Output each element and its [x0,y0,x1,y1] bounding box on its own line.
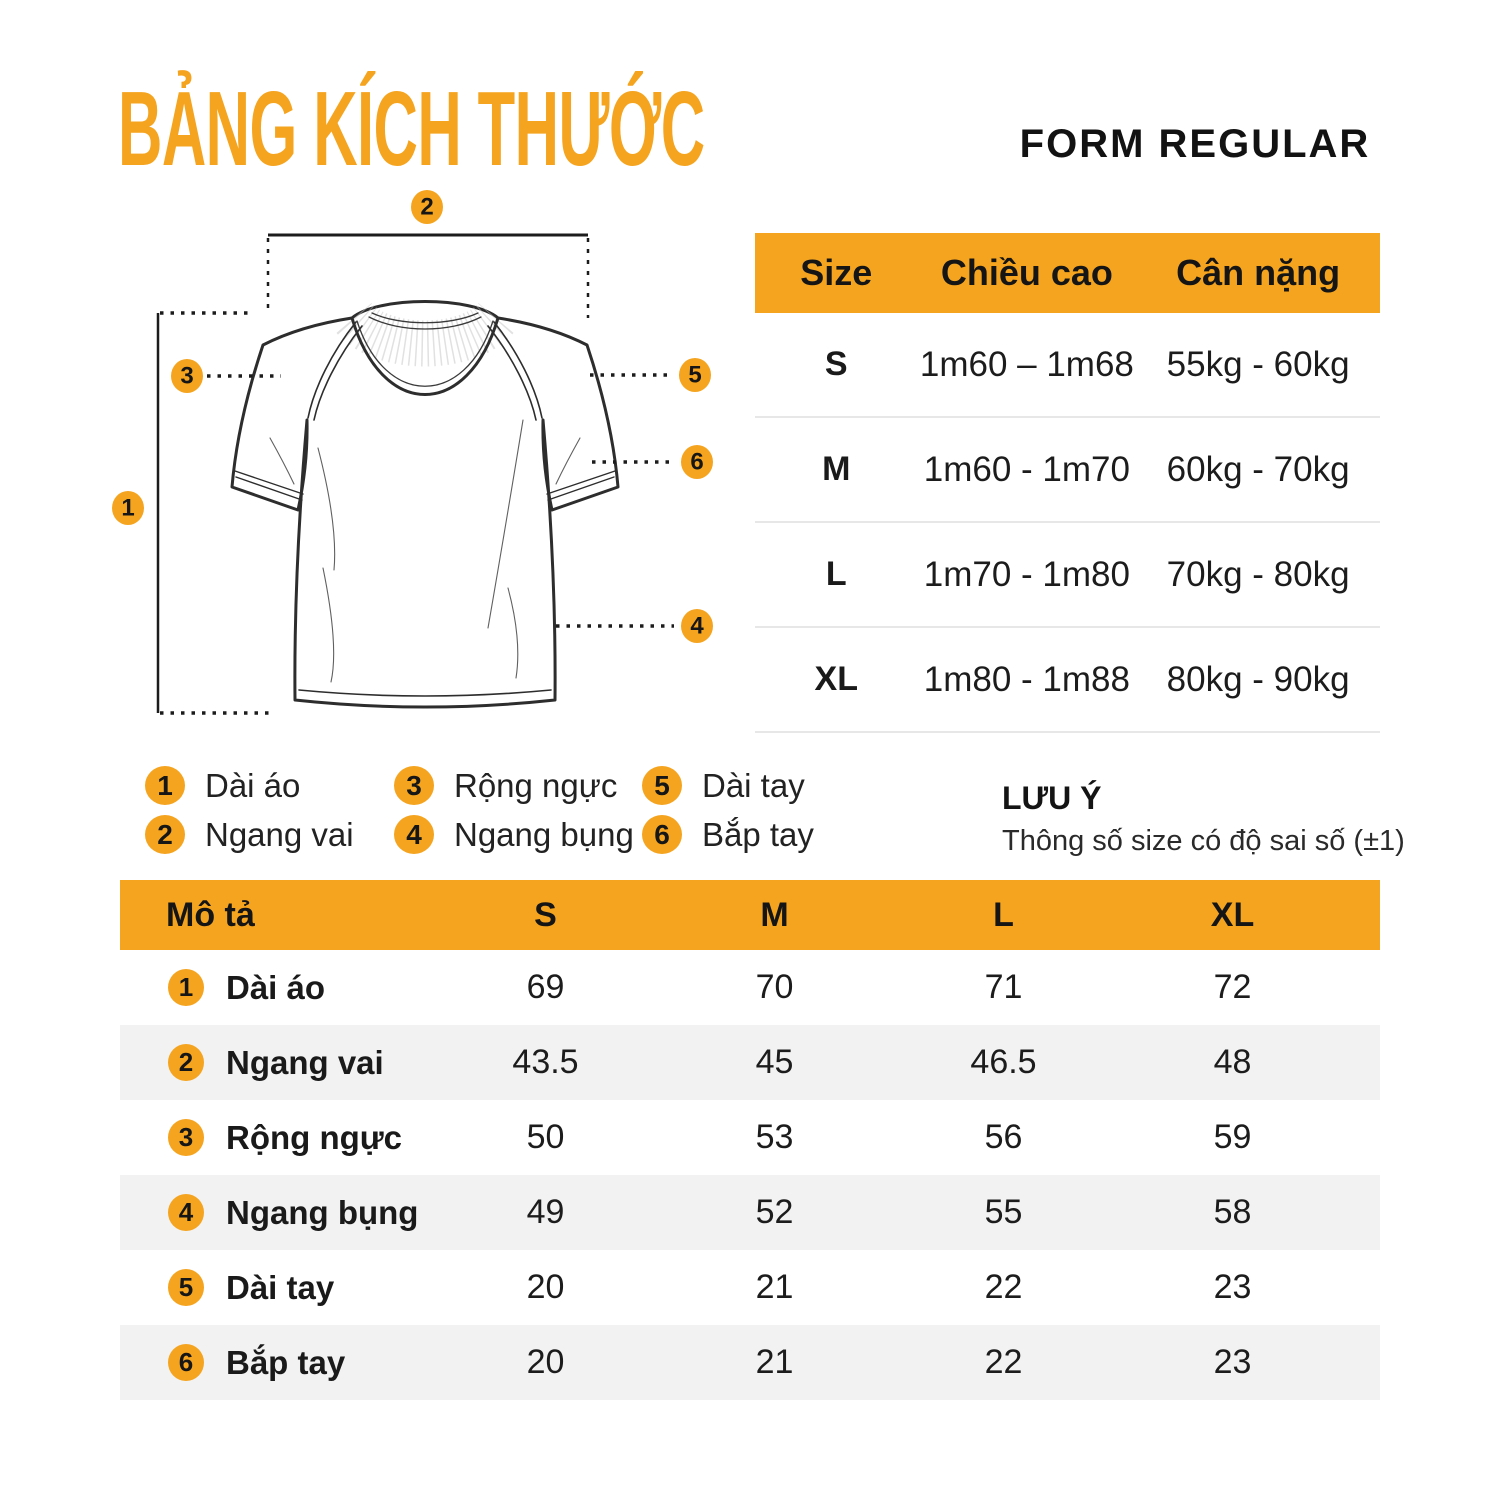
column-header-s: S [534,895,557,934]
page-title: BẢNG KÍCH THƯỚC [118,70,705,188]
tshirt-diagram [100,180,760,760]
legend-label: Ngang vai [205,815,354,853]
table-row [755,523,1380,628]
legend-label: Bắp tay [702,815,814,853]
callout-badge-6 [681,445,713,479]
measure-number-badge: 2 [168,1044,204,1081]
legend-item [394,815,634,854]
measure-value: 59 [1213,1118,1252,1156]
table-row [120,1100,1380,1175]
table-row [120,950,1380,1025]
measure-label: Dài tay [226,1268,335,1306]
callout-badge-3 [171,359,203,393]
measure-value: 72 [1213,968,1252,1006]
column-header-m: M [760,895,789,934]
measure-table-header [120,880,1380,950]
legend-number-badge: 5 [642,766,682,805]
legend-number-badge: 6 [642,815,682,854]
size-value: XL [814,660,858,698]
svg-text:2: 2 [420,193,434,221]
callout-badge-4 [681,609,713,643]
measure-value: 48 [1213,1043,1252,1081]
callout-badge-1 [112,491,144,525]
legend-label: Dài tay [702,766,805,804]
legend-number-badge: 4 [394,815,434,854]
height-value: 1m80 - 1m88 [923,659,1130,699]
measure-label: Rộng ngực [226,1118,403,1156]
legend-number-badge: 1 [145,766,185,805]
table-row [120,1175,1380,1250]
svg-text:4: 4 [690,612,704,640]
measure-value: 43.5 [512,1043,579,1081]
weight-value: 70kg - 80kg [1166,554,1350,594]
legend-label: Ngang bụng [454,815,634,853]
height-value: 1m60 – 1m68 [919,344,1134,384]
column-header-description: Mô tả [166,895,255,934]
legend-item [642,766,814,805]
measure-value: 21 [755,1268,794,1306]
measure-value: 22 [984,1268,1023,1306]
measure-value: 56 [984,1118,1023,1156]
size-value: L [825,555,847,593]
measure-value: 53 [755,1118,794,1156]
weight-value: 60kg - 70kg [1166,449,1350,489]
measure-value: 21 [755,1343,794,1381]
measure-number-badge: 6 [168,1344,204,1381]
legend-column-2 [394,766,634,864]
measure-number-badge: 4 [168,1194,204,1231]
svg-text:5: 5 [688,361,702,389]
callout-badge-2 [411,190,443,224]
table-row [120,1250,1380,1325]
measure-number-badge: 5 [168,1269,204,1306]
table-row [755,628,1380,733]
weight-value: 80kg - 90kg [1166,659,1350,699]
table-row [755,313,1380,418]
measure-value: 45 [755,1043,794,1081]
legend-item [394,766,634,805]
size-table-header [755,233,1380,313]
height-value: 1m70 - 1m80 [923,554,1130,594]
note-block [1002,780,1422,858]
measure-table [120,880,1380,1400]
measure-value: 23 [1213,1268,1252,1306]
column-header-xl: XL [1210,895,1255,934]
measure-value: 69 [526,968,565,1006]
measure-value: 50 [526,1118,565,1156]
size-table [755,233,1380,733]
measure-value: 49 [526,1193,565,1231]
measure-number-badge: 1 [168,969,204,1006]
column-header-size: Size [800,252,873,293]
measure-value: 23 [1213,1343,1252,1381]
measure-number-badge: 3 [168,1119,204,1156]
legend-item [145,766,354,805]
column-header-height: Chiều cao [940,252,1113,293]
note-title: LƯU Ý [1002,780,1102,816]
measure-label: Dài áo [226,968,326,1006]
measure-label: Ngang bụng [226,1193,419,1231]
note-text: Thông số size có độ sai số (±1) [1002,825,1405,857]
callout-badge-5 [679,358,711,392]
legend-item [642,815,814,854]
measure-value: 22 [984,1343,1023,1381]
height-value: 1m60 - 1m70 [923,449,1130,489]
measure-value: 71 [984,968,1023,1006]
svg-text:3: 3 [180,362,194,390]
tshirt-drawing [232,302,618,708]
measure-value: 52 [755,1193,794,1231]
legend-number-badge: 3 [394,766,434,805]
weight-value: 55kg - 60kg [1166,344,1350,384]
measure-value: 70 [755,968,794,1006]
size-value: S [824,345,848,383]
legend-column-1 [145,766,354,864]
measure-label: Bắp tay [226,1343,346,1381]
legend-number-badge: 2 [145,815,185,854]
form-label: FORM REGULAR [1019,122,1371,166]
measure-value: 20 [526,1343,565,1381]
legend-label: Rộng ngực [454,766,618,804]
legend-label: Dài áo [205,766,301,804]
column-header-l: L [993,895,1014,934]
table-row [120,1025,1380,1100]
column-header-weight: Cân nặng [1176,252,1341,293]
table-row [755,418,1380,523]
svg-text:6: 6 [690,448,704,476]
table-row [120,1325,1380,1400]
size-value: M [822,450,851,488]
legend-item [145,815,354,854]
measure-value: 20 [526,1268,565,1306]
legend-column-3 [642,766,814,864]
measure-value: 58 [1213,1193,1252,1231]
measure-value: 46.5 [970,1043,1037,1081]
measure-value: 55 [984,1193,1023,1231]
measure-label: Ngang vai [226,1043,384,1081]
svg-text:1: 1 [121,494,135,522]
